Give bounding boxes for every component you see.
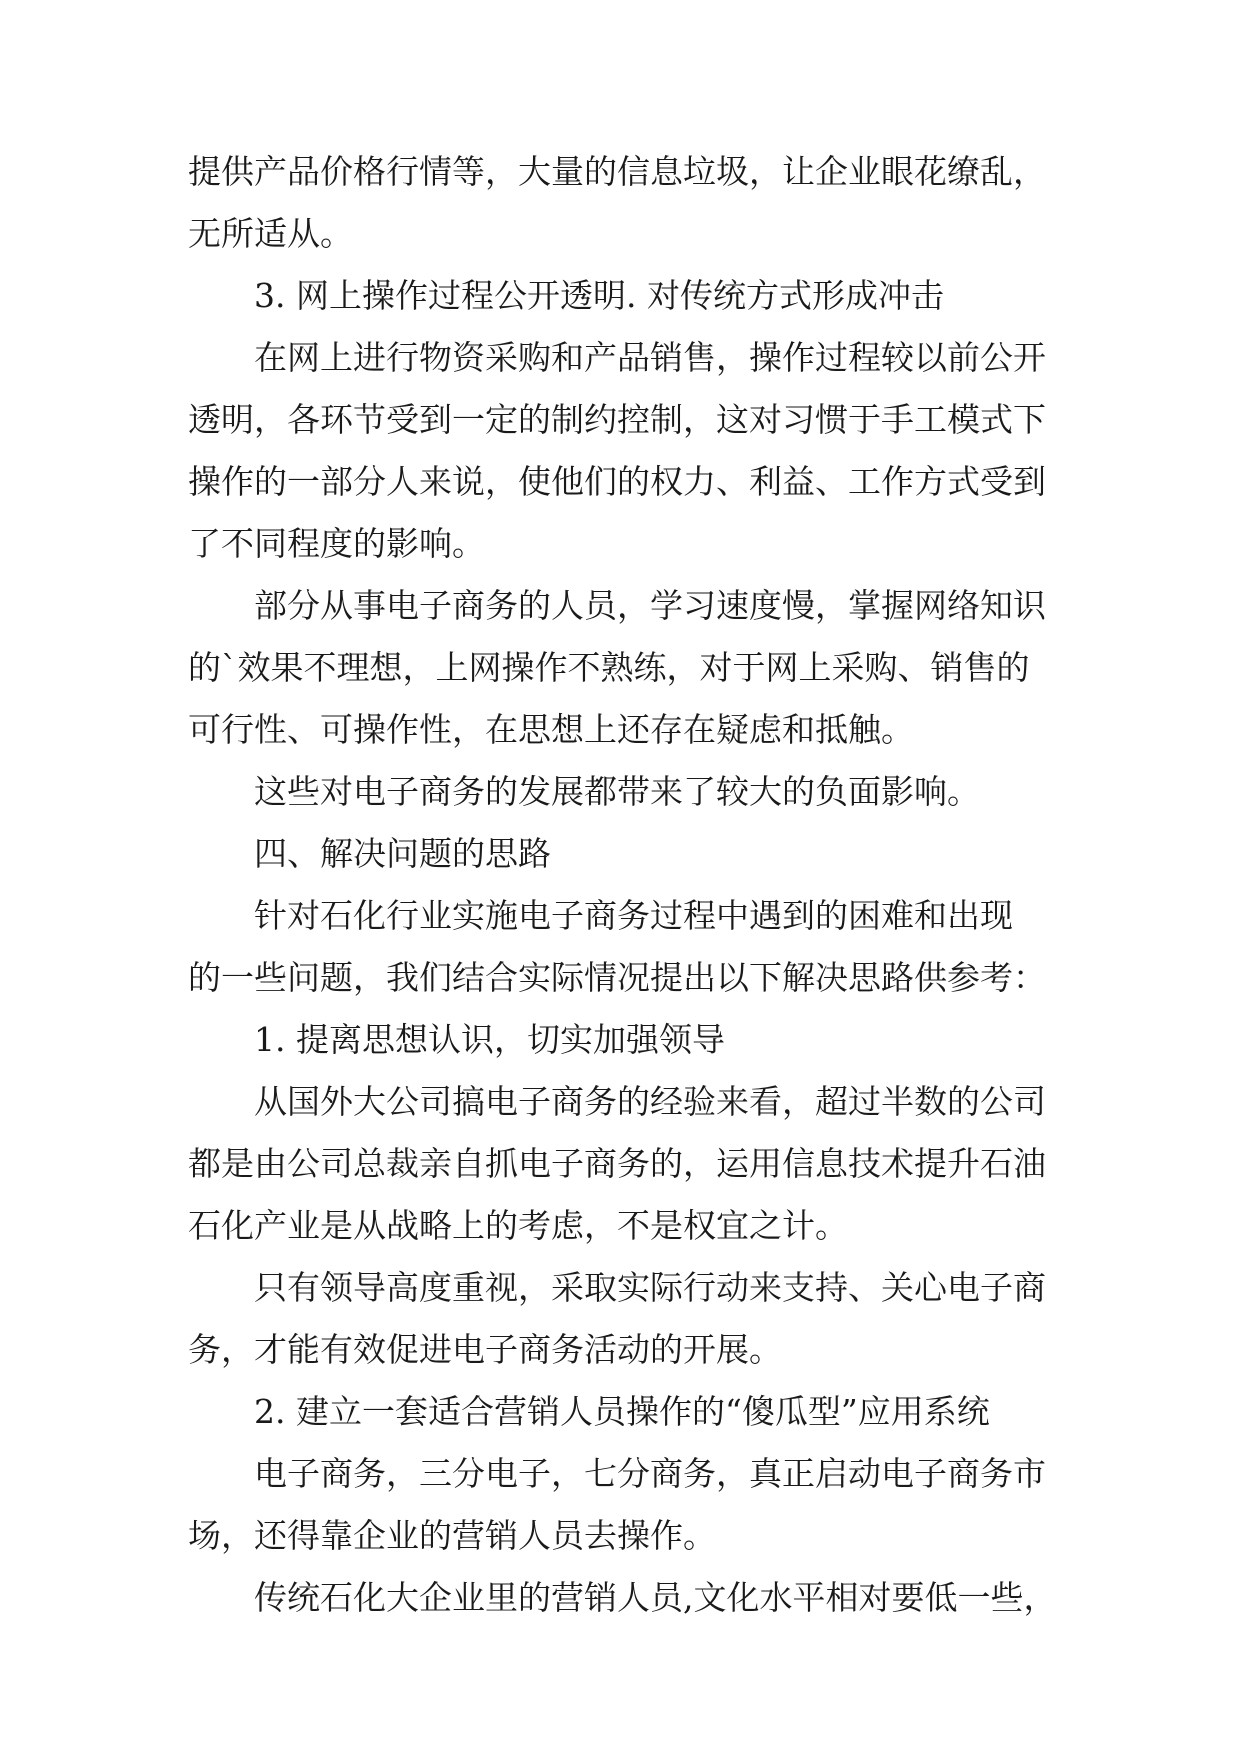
text-line-13: 针对石化行业实施电子商务过程中遇到的困难和出现	[254, 896, 1013, 935]
subheading-2: 2. 建立一套适合营销人员操作的“傻瓜型”应用系统	[254, 1392, 990, 1431]
text-line-2: 无所适从。	[188, 214, 353, 253]
text-line-14: 的一些问题，我们结合实际情况提出以下解决思路供参考：	[188, 958, 1046, 997]
text-line-9: 的`效果不理想，上网操作不熟练，对于网上采购、销售的	[188, 648, 1030, 687]
text-line-16: 从国外大公司搞电子商务的经验来看，超过半数的公司	[254, 1082, 1046, 1121]
text-line-24: 传统石化大企业里的营销人员,文化水平相对要低一些，	[254, 1578, 1057, 1617]
text-line-11: 这些对电子商务的发展都带来了较大的负面影响。	[254, 772, 980, 811]
text-line-22: 电子商务，三分电子，七分商务，真正启动电子商务市	[254, 1454, 1046, 1493]
subheading-1: 1. 提离思想认识，切实加强领导	[254, 1020, 725, 1059]
subheading-3: 3. 网上操作过程公开透明. 对传统方式形成冲击	[254, 276, 944, 315]
text-line-1: 提供产品价格行情等，大量的信息垃圾，让企业眼花缭乱，	[188, 152, 1046, 191]
text-line-8: 部分从事电子商务的人员，学习速度慢，掌握网络知识	[254, 586, 1046, 625]
text-line-7: 了不同程度的影响。	[188, 524, 485, 563]
section-heading-4: 四、解决问题的思路	[254, 834, 551, 873]
text-line-5: 透明，各环节受到一定的制约控制，这对习惯于手工模式下	[188, 400, 1046, 439]
text-line-18: 石化产业是从战略上的考虑，不是权宜之计。	[188, 1206, 848, 1245]
text-line-4: 在网上进行物资采购和产品销售，操作过程较以前公开	[254, 338, 1046, 377]
text-line-17: 都是由公司总裁亲自抓电子商务的，运用信息技术提升石油	[188, 1144, 1046, 1183]
text-line-10: 可行性、可操作性，在思想上还存在疑虑和抵触。	[188, 710, 914, 749]
text-line-19: 只有领导高度重视，采取实际行动来支持、关心电子商	[254, 1268, 1046, 1307]
text-line-23: 场，还得靠企业的营销人员去操作。	[188, 1516, 716, 1555]
text-line-6: 操作的一部分人来说，使他们的权力、利益、工作方式受到	[188, 462, 1046, 501]
text-line-20: 务，才能有效促进电子商务活动的开展。	[188, 1330, 782, 1369]
